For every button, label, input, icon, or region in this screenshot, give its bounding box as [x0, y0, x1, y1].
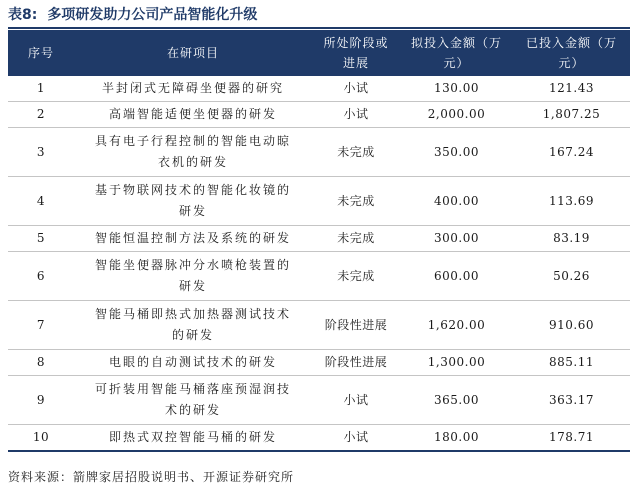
planned-amount: 1,620.00	[400, 301, 513, 350]
table-row	[8, 301, 630, 350]
project-name: 电眼的自动测试技术的研发	[74, 350, 312, 376]
rd-projects-table	[8, 30, 630, 452]
table-body	[8, 76, 630, 451]
source-note: 资料来源：箭牌家居招股说明书、开源证券研究所	[8, 470, 295, 484]
header-project: 在研项目	[74, 30, 312, 76]
row-index: 2	[8, 102, 74, 128]
invested-amount: 121.43	[513, 76, 630, 102]
project-name: 高端智能适便坐便器的研发	[74, 102, 312, 128]
project-stage: 小试	[312, 425, 400, 452]
project-name: 智能坐便器脉冲分水喷枪装置的研发	[74, 252, 312, 301]
planned-amount: 365.00	[400, 376, 513, 425]
project-stage: 未完成	[312, 177, 400, 226]
project-stage: 阶段性进展	[312, 301, 400, 350]
project-name: 基于物联网技术的智能化妆镜的研发	[74, 177, 312, 226]
table-row	[8, 376, 630, 425]
project-name: 具有电子行程控制的智能电动晾衣机的研发	[74, 128, 312, 177]
header-index: 序号	[8, 30, 74, 76]
row-index: 10	[8, 425, 74, 452]
header-invested-amount: 已投入金额（万元）	[513, 30, 630, 76]
project-stage: 小试	[312, 376, 400, 425]
planned-amount: 400.00	[400, 177, 513, 226]
table-row	[8, 177, 630, 226]
table-header	[8, 30, 630, 76]
project-stage: 小试	[312, 76, 400, 102]
project-stage: 未完成	[312, 252, 400, 301]
invested-amount: 885.11	[513, 350, 630, 376]
planned-amount: 600.00	[400, 252, 513, 301]
table-title	[8, 4, 257, 26]
project-stage: 小试	[312, 102, 400, 128]
project-stage: 未完成	[312, 226, 400, 252]
invested-amount: 178.71	[513, 425, 630, 452]
table-row	[8, 226, 630, 252]
project-stage: 阶段性进展	[312, 350, 400, 376]
row-index: 6	[8, 252, 74, 301]
project-name: 即热式双控智能马桶的研发	[74, 425, 312, 452]
project-stage: 未完成	[312, 128, 400, 177]
title-divider	[8, 27, 630, 29]
table-row	[8, 102, 630, 128]
header-planned-amount: 拟投入金额（万元）	[400, 30, 513, 76]
planned-amount: 180.00	[400, 425, 513, 452]
table-number-label: 表8:	[8, 7, 38, 23]
table-row	[8, 252, 630, 301]
table-row	[8, 425, 630, 452]
row-index: 1	[8, 76, 74, 102]
table-row	[8, 76, 630, 102]
header-stage: 所处阶段或进展	[312, 30, 400, 76]
project-name: 智能恒温控制方法及系统的研发	[74, 226, 312, 252]
planned-amount: 300.00	[400, 226, 513, 252]
planned-amount: 130.00	[400, 76, 513, 102]
header-row	[8, 30, 630, 76]
invested-amount: 83.19	[513, 226, 630, 252]
row-index: 5	[8, 226, 74, 252]
invested-amount: 50.26	[513, 252, 630, 301]
row-index: 9	[8, 376, 74, 425]
invested-amount: 113.69	[513, 177, 630, 226]
table-row	[8, 128, 630, 177]
project-name: 智能马桶即热式加热器测试技术的研发	[74, 301, 312, 350]
table-title-text: 多项研发助力公司产品智能化升级	[47, 7, 258, 23]
table-row	[8, 350, 630, 376]
project-name: 半封闭式无障碍坐便器的研究	[74, 76, 312, 102]
invested-amount: 167.24	[513, 128, 630, 177]
project-name: 可折装用智能马桶落座预湿润技术的研发	[74, 376, 312, 425]
planned-amount: 2,000.00	[400, 102, 513, 128]
row-index: 8	[8, 350, 74, 376]
planned-amount: 350.00	[400, 128, 513, 177]
planned-amount: 1,300.00	[400, 350, 513, 376]
invested-amount: 1,807.25	[513, 102, 630, 128]
row-index: 7	[8, 301, 74, 350]
invested-amount: 363.17	[513, 376, 630, 425]
invested-amount: 910.60	[513, 301, 630, 350]
row-index: 4	[8, 177, 74, 226]
row-index: 3	[8, 128, 74, 177]
